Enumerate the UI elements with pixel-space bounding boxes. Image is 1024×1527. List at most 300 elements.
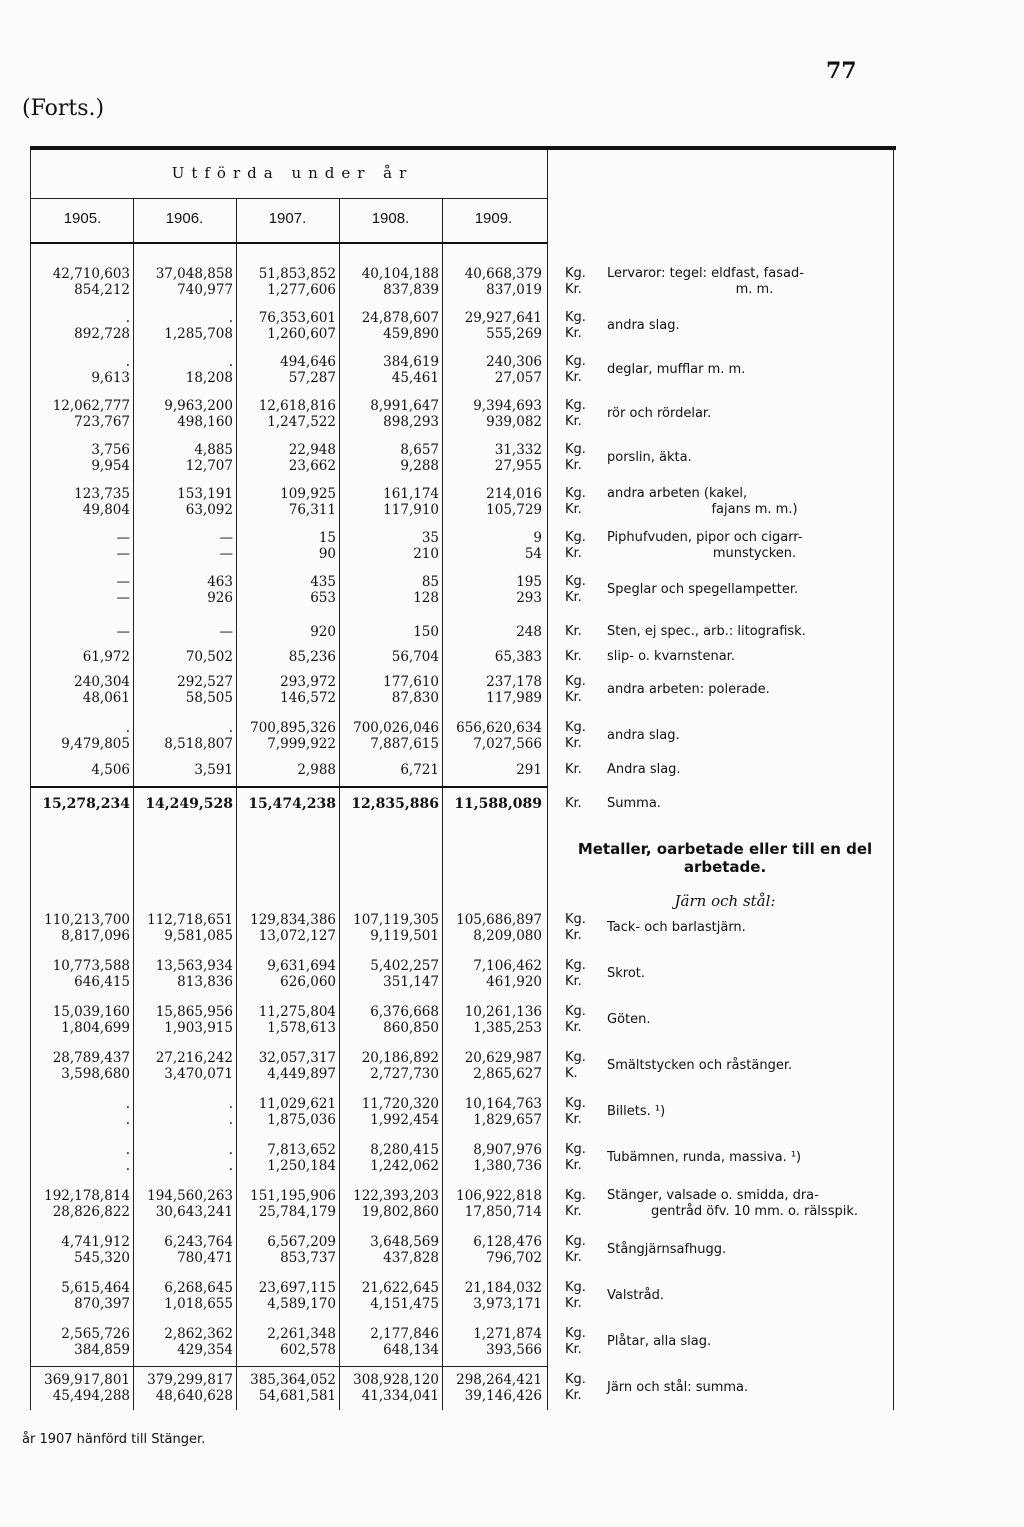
table-cell: — — [219, 624, 233, 640]
unit-label: Kg. — [565, 442, 586, 457]
table-cell: 18,208 — [185, 370, 233, 386]
unit-label: Kr. — [565, 546, 582, 561]
table-cell: 292,527 — [177, 674, 233, 690]
table-cell: 54 — [524, 546, 542, 562]
table-row — [30, 796, 900, 814]
table-cell: 892,728 — [74, 326, 130, 342]
table-cell: 61,972 — [82, 649, 130, 665]
row-description: Stänger, valsade o. smidda, dra- — [607, 1188, 819, 1203]
year-header: 1909. — [474, 210, 513, 227]
year-header: 1905. — [63, 210, 102, 227]
table-cell: 27,216,242 — [155, 1050, 233, 1066]
unit-label: Kr. — [565, 414, 582, 429]
table-cell: 461,920 — [486, 974, 542, 990]
table-cell: 1,277,606 — [267, 282, 336, 298]
table-cell: 151,195,906 — [250, 1188, 336, 1204]
page-number: 77 — [826, 58, 857, 84]
table-cell: . — [125, 354, 130, 370]
table-cell: 5,402,257 — [370, 958, 439, 974]
table-cell: 7,027,566 — [473, 736, 542, 752]
table-cell: 70,502 — [185, 649, 233, 665]
row-description: deglar, mufflar m. m. — [607, 362, 746, 377]
table-cell: 298,264,421 — [456, 1372, 542, 1388]
table-cell: 192,178,814 — [44, 1188, 130, 1204]
unit-label: Kg. — [565, 354, 586, 369]
table-cell: 459,890 — [383, 326, 439, 342]
table-cell: — — [219, 546, 233, 562]
table-cell: 555,269 — [486, 326, 542, 342]
metal-sum-rule — [30, 1366, 547, 1367]
table-cell: . — [125, 1142, 130, 1158]
table-cell: 122,393,203 — [353, 1188, 439, 1204]
table-cell: 117,910 — [383, 502, 439, 518]
table-row — [30, 486, 900, 520]
unit-label: Kg. — [565, 1096, 586, 1111]
table-cell: 435 — [310, 574, 336, 590]
table-row — [30, 958, 900, 992]
table-cell: 9,581,085 — [164, 928, 233, 944]
table-cell: 20,629,987 — [464, 1050, 542, 1066]
unit-label: Kg. — [565, 1004, 586, 1019]
table-cell: 31,332 — [494, 442, 542, 458]
unit-label: Kr. — [565, 974, 582, 989]
table-cell: — — [219, 530, 233, 546]
unit-label: Kg. — [565, 912, 586, 927]
table-cell: 653 — [310, 590, 336, 606]
table-cell: 646,415 — [74, 974, 130, 990]
table-cell: 8,907,976 — [473, 1142, 542, 1158]
table-cell: 17,850,714 — [464, 1204, 542, 1220]
unit-label: Kr. — [565, 282, 582, 297]
table-row — [30, 1096, 900, 1130]
table-cell: . — [125, 1096, 130, 1112]
table-cell: 9,479,805 — [61, 736, 130, 752]
header-divider — [30, 198, 547, 199]
table-cell: 107,119,305 — [353, 912, 439, 928]
table-cell: 7,887,615 — [370, 736, 439, 752]
unit-label: Kr. — [565, 1020, 582, 1035]
unit-label: Kg. — [565, 1050, 586, 1065]
table-cell: 48,640,628 — [155, 1388, 233, 1404]
unit-label: Kg. — [565, 720, 586, 735]
table-row — [30, 398, 900, 432]
table-cell: 898,293 — [383, 414, 439, 430]
table-cell: 117,989 — [486, 690, 542, 706]
table-cell: 4,741,912 — [61, 1234, 130, 1250]
table-cell: 6,268,645 — [164, 1280, 233, 1296]
table-cell: . — [125, 720, 130, 736]
table-cell: 15,474,238 — [248, 796, 336, 812]
table-cell: 1,804,699 — [61, 1020, 130, 1036]
table-cell: 161,174 — [383, 486, 439, 502]
row-description: Sten, ej spec., arb.: litografisk. — [607, 624, 806, 639]
table-row — [30, 1142, 900, 1176]
unit-label: Kg. — [565, 310, 586, 325]
table-cell: 385,364,052 — [250, 1372, 336, 1388]
table-cell: 57,287 — [288, 370, 336, 386]
table-cell: 308,928,120 — [353, 1372, 439, 1388]
unit-label: Kg. — [565, 530, 586, 545]
table-row — [30, 624, 900, 642]
table-cell: 54,681,581 — [258, 1388, 336, 1404]
table-cell: 813,836 — [177, 974, 233, 990]
table-cell: 11,720,320 — [361, 1096, 439, 1112]
table-cell: 56,704 — [391, 649, 439, 665]
table-cell: 9,631,694 — [267, 958, 336, 974]
table-cell: 9,288 — [400, 458, 439, 474]
table-row — [30, 574, 900, 608]
table-cell: 45,461 — [391, 370, 439, 386]
section-subtitle: Järn och stål: — [674, 892, 776, 910]
unit-label: Kg. — [565, 1188, 586, 1203]
unit-label: Kg. — [565, 1280, 586, 1295]
table-cell: 1,285,708 — [164, 326, 233, 342]
table-cell: 214,016 — [486, 486, 542, 502]
table-cell: 5,615,464 — [61, 1280, 130, 1296]
table-row — [30, 912, 900, 946]
table-cell: 30,643,241 — [155, 1204, 233, 1220]
table-cell: . — [228, 354, 233, 370]
unit-label: Kg. — [565, 486, 586, 501]
row-description: Järn och stål: summa. — [607, 1380, 749, 1395]
table-cell: 379,299,817 — [147, 1372, 233, 1388]
table-cell: 85 — [421, 574, 439, 590]
summa-rule — [30, 786, 547, 788]
table-cell: 1,018,655 — [164, 1296, 233, 1312]
table-row — [30, 310, 900, 344]
table-row — [30, 720, 900, 754]
table-row — [30, 442, 900, 476]
table-row — [30, 1188, 900, 1222]
table-cell: — — [116, 590, 130, 606]
table-cell: 429,354 — [177, 1342, 233, 1358]
table-cell: 12,707 — [185, 458, 233, 474]
table-cell: 49,804 — [82, 502, 130, 518]
row-description: Billets. ¹) — [607, 1104, 666, 1119]
header-bottom-rule — [30, 242, 547, 244]
table-cell: 13,563,934 — [155, 958, 233, 974]
table-cell: 195 — [516, 574, 542, 590]
table-cell: 854,212 — [74, 282, 130, 298]
table-cell: 4,449,897 — [267, 1066, 336, 1082]
table-cell: 51,853,852 — [258, 266, 336, 282]
table-cell: 2,565,726 — [61, 1326, 130, 1342]
unit-label: Kr. — [565, 624, 582, 639]
table-cell: 19,802,860 — [361, 1204, 439, 1220]
table-cell: 4,589,170 — [267, 1296, 336, 1312]
table-cell: — — [116, 574, 130, 590]
table-cell: 29,927,641 — [464, 310, 542, 326]
unit-label: Kr. — [565, 928, 582, 943]
footnote: år 1907 hänförd till Stänger. — [22, 1432, 206, 1447]
table-cell: 1,242,062 — [370, 1158, 439, 1174]
table-cell: 24,878,607 — [361, 310, 439, 326]
table-cell: 10,164,763 — [464, 1096, 542, 1112]
table-cell: 27,955 — [494, 458, 542, 474]
table-cell: 6,243,764 — [164, 1234, 233, 1250]
year-header: 1907. — [268, 210, 307, 227]
table-cell: 293,972 — [280, 674, 336, 690]
table-cell: 9,394,693 — [473, 398, 542, 414]
table-row — [30, 1004, 900, 1038]
table-cell: 723,767 — [74, 414, 130, 430]
table-cell: 28,789,437 — [52, 1050, 130, 1066]
table-cell: 177,610 — [383, 674, 439, 690]
table-cell: 39,146,426 — [464, 1388, 542, 1404]
table-cell: 8,657 — [400, 442, 439, 458]
table-cell: 1,992,454 — [370, 1112, 439, 1128]
table-cell: 109,925 — [280, 486, 336, 502]
table-cell: . — [228, 1158, 233, 1174]
table-cell: 237,178 — [486, 674, 542, 690]
unit-label: Kr. — [565, 370, 582, 385]
table-cell: 7,999,922 — [267, 736, 336, 752]
unit-label: Kr. — [565, 690, 582, 705]
unit-label: Kr. — [565, 649, 582, 664]
unit-label: Kg. — [565, 1372, 586, 1387]
unit-label: Kg. — [565, 1142, 586, 1157]
table-cell: 15,039,160 — [52, 1004, 130, 1020]
unit-label: Kr. — [565, 1296, 582, 1311]
table-cell: 23,697,115 — [258, 1280, 336, 1296]
table-cell: 1,250,184 — [267, 1158, 336, 1174]
table-cell: 740,977 — [177, 282, 233, 298]
table-cell: 15 — [318, 530, 336, 546]
row-description: Skrot. — [607, 966, 646, 981]
table-cell: 25,784,179 — [258, 1204, 336, 1220]
table-cell: 656,620,634 — [456, 720, 542, 736]
table-cell: 12,618,816 — [258, 398, 336, 414]
table-cell: 146,572 — [280, 690, 336, 706]
table-cell: 796,702 — [486, 1250, 542, 1266]
table-cell: 153,191 — [177, 486, 233, 502]
row-description: munstycken. — [712, 546, 797, 561]
table-row — [30, 1326, 900, 1360]
row-description: Lervaror: tegel: eldfast, fasad- — [607, 266, 804, 281]
table-cell: 8,280,415 — [370, 1142, 439, 1158]
table-cell: 700,895,326 — [250, 720, 336, 736]
table-cell: 9,119,501 — [370, 928, 439, 944]
table-cell: 11,029,621 — [258, 1096, 336, 1112]
table-cell: 2,261,348 — [267, 1326, 336, 1342]
row-description: rör och rördelar. — [607, 406, 712, 421]
table-cell: 1,875,036 — [267, 1112, 336, 1128]
table-cell: 393,566 — [486, 1342, 542, 1358]
table-cell: 2,862,362 — [164, 1326, 233, 1342]
row-description: Speglar och spegellampetter. — [607, 582, 799, 597]
table-cell: 58,505 — [185, 690, 233, 706]
table-cell: 128 — [413, 590, 439, 606]
table-cell: 76,353,601 — [258, 310, 336, 326]
table-cell: 85,236 — [288, 649, 336, 665]
row-description: Tack- och barlastjärn. — [607, 920, 746, 935]
table-cell: 6,567,209 — [267, 1234, 336, 1250]
table-cell: 45,494,288 — [52, 1388, 130, 1404]
table-cell: 853,737 — [280, 1250, 336, 1266]
unit-label: Kr. — [565, 1342, 582, 1357]
unit-label: K. — [565, 1066, 578, 1081]
row-description: Göten. — [607, 1012, 651, 1027]
unit-label: Kr. — [565, 458, 582, 473]
table-cell: 2,177,846 — [370, 1326, 439, 1342]
row-description: porslin, äkta. — [607, 450, 692, 465]
unit-label: Kr. — [565, 1250, 582, 1265]
table-row — [30, 266, 900, 300]
row-description: Valstråd. — [607, 1288, 665, 1303]
table-cell: . — [228, 1112, 233, 1128]
row-description: andra arbeten: polerade. — [607, 682, 770, 697]
table-cell: 700,026,046 — [353, 720, 439, 736]
table-cell: 42,710,603 — [52, 266, 130, 282]
table-cell: 7,106,462 — [473, 958, 542, 974]
table-cell: 11,275,804 — [258, 1004, 336, 1020]
table-cell: 626,060 — [280, 974, 336, 990]
table-cell: 870,397 — [74, 1296, 130, 1312]
table-cell: 35 — [421, 530, 439, 546]
table-row — [30, 1234, 900, 1268]
unit-label: Kr. — [565, 326, 582, 341]
table-cell: 22,948 — [288, 442, 336, 458]
table-cell: 369,917,801 — [44, 1372, 130, 1388]
table-cell: 498,160 — [177, 414, 233, 430]
table-row — [30, 762, 900, 780]
table-cell: 648,134 — [383, 1342, 439, 1358]
table-cell: 3,470,071 — [164, 1066, 233, 1082]
table-cell: 3,756 — [91, 442, 130, 458]
continuation-label: (Forts.) — [22, 96, 105, 121]
table-cell: 2,988 — [297, 762, 336, 778]
table-cell: . — [125, 1112, 130, 1128]
table-row — [30, 1372, 900, 1406]
unit-label: Kg. — [565, 574, 586, 589]
table-cell: — — [116, 546, 130, 562]
unit-label: Kr. — [565, 590, 582, 605]
table-cell: 494,646 — [280, 354, 336, 370]
table-cell: 76,311 — [288, 502, 336, 518]
table-cell: — — [116, 530, 130, 546]
table-cell: 939,082 — [486, 414, 542, 430]
row-description: m. m. — [735, 282, 774, 297]
table-cell: . — [228, 1142, 233, 1158]
table-cell: 32,057,317 — [258, 1050, 336, 1066]
table-row — [30, 354, 900, 388]
year-header: 1906. — [165, 210, 204, 227]
table-cell: 37,048,858 — [155, 266, 233, 282]
table-cell: 8,817,096 — [61, 928, 130, 944]
row-description: andra arbeten (kakel, — [607, 486, 748, 501]
table-cell: 1,903,915 — [164, 1020, 233, 1036]
table-cell: 545,320 — [74, 1250, 130, 1266]
table-cell: 194,560,263 — [147, 1188, 233, 1204]
table-cell: 1,247,522 — [267, 414, 336, 430]
table-cell: 4,885 — [194, 442, 233, 458]
table-row — [30, 1050, 900, 1084]
table-cell: 2,865,627 — [473, 1066, 542, 1082]
table-cell: 21,622,645 — [361, 1280, 439, 1296]
table-cell: 837,839 — [383, 282, 439, 298]
table-cell: 28,826,822 — [52, 1204, 130, 1220]
table-cell: 10,261,136 — [464, 1004, 542, 1020]
unit-label: Kg. — [565, 266, 586, 281]
table-cell: 21,184,032 — [464, 1280, 542, 1296]
table-cell: 384,619 — [383, 354, 439, 370]
row-description: gentråd öfv. 10 mm. o. rälsspik. — [650, 1204, 858, 1219]
row-description: fajans m. m.) — [711, 502, 798, 517]
table-cell: 1,578,613 — [267, 1020, 336, 1036]
table-cell: 1,385,253 — [473, 1020, 542, 1036]
unit-label: Kg. — [565, 398, 586, 413]
unit-label: Kg. — [565, 1326, 586, 1341]
row-description: Plåtar, alla slag. — [607, 1334, 712, 1349]
row-description: andra slag. — [607, 318, 680, 333]
row-description: Smältstycken och råstänger. — [607, 1058, 793, 1073]
table-cell: . — [228, 1096, 233, 1112]
table-cell: . — [228, 720, 233, 736]
table-cell: 3,598,680 — [61, 1066, 130, 1082]
unit-label: Kg. — [565, 958, 586, 973]
table-cell: 384,859 — [74, 1342, 130, 1358]
year-header: 1908. — [371, 210, 410, 227]
table-cell: 27,057 — [494, 370, 542, 386]
table-cell: 4,151,475 — [370, 1296, 439, 1312]
table-cell: 23,662 — [288, 458, 336, 474]
table-cell: 8,991,647 — [370, 398, 439, 414]
unit-label: Kr. — [565, 1388, 582, 1403]
table-cell: 602,578 — [280, 1342, 336, 1358]
table-cell: 248 — [516, 624, 542, 640]
table-cell: 837,019 — [486, 282, 542, 298]
row-description: slip- o. kvarnstenar. — [607, 649, 735, 664]
table-cell: 14,249,528 — [145, 796, 233, 812]
table-row — [30, 1280, 900, 1314]
table-cell: 437,828 — [383, 1250, 439, 1266]
row-description: Stångjärnsafhugg. — [607, 1242, 727, 1257]
table-cell: 87,830 — [391, 690, 439, 706]
table-cell: 3,591 — [194, 762, 233, 778]
unit-label: Kr. — [565, 1158, 582, 1173]
table-cell: 20,186,892 — [361, 1050, 439, 1066]
table-cell: 10,773,588 — [52, 958, 130, 974]
table-row — [30, 649, 900, 667]
unit-label: Kr. — [565, 762, 582, 777]
table-cell: 110,213,700 — [44, 912, 130, 928]
table-cell: 4,506 — [91, 762, 130, 778]
table-cell: 6,128,476 — [473, 1234, 542, 1250]
table-cell: . — [228, 310, 233, 326]
table-cell: 105,729 — [486, 502, 542, 518]
table-cell: 7,813,652 — [267, 1142, 336, 1158]
table-cell: 463 — [207, 574, 233, 590]
table-cell: 1,271,874 — [473, 1326, 542, 1342]
table-cell: 860,850 — [383, 1020, 439, 1036]
table-cell: 240,306 — [486, 354, 542, 370]
table-cell: 15,278,234 — [42, 796, 130, 812]
table-cell: 9,963,200 — [164, 398, 233, 414]
table-cell: 6,721 — [400, 762, 439, 778]
table-cell: 41,334,041 — [361, 1388, 439, 1404]
table-cell: 2,727,730 — [370, 1066, 439, 1082]
table-cell: 6,376,668 — [370, 1004, 439, 1020]
table-cell: — — [116, 624, 130, 640]
row-description: Piphufvuden, pipor och cigarr- — [607, 530, 803, 545]
table-cell: 8,518,807 — [164, 736, 233, 752]
table-cell: 9,613 — [91, 370, 130, 386]
table-cell: 40,668,379 — [464, 266, 542, 282]
table-cell: 3,973,171 — [473, 1296, 542, 1312]
table-cell: 240,304 — [74, 674, 130, 690]
row-description: andra slag. — [607, 728, 680, 743]
unit-label: Kg. — [565, 674, 586, 689]
